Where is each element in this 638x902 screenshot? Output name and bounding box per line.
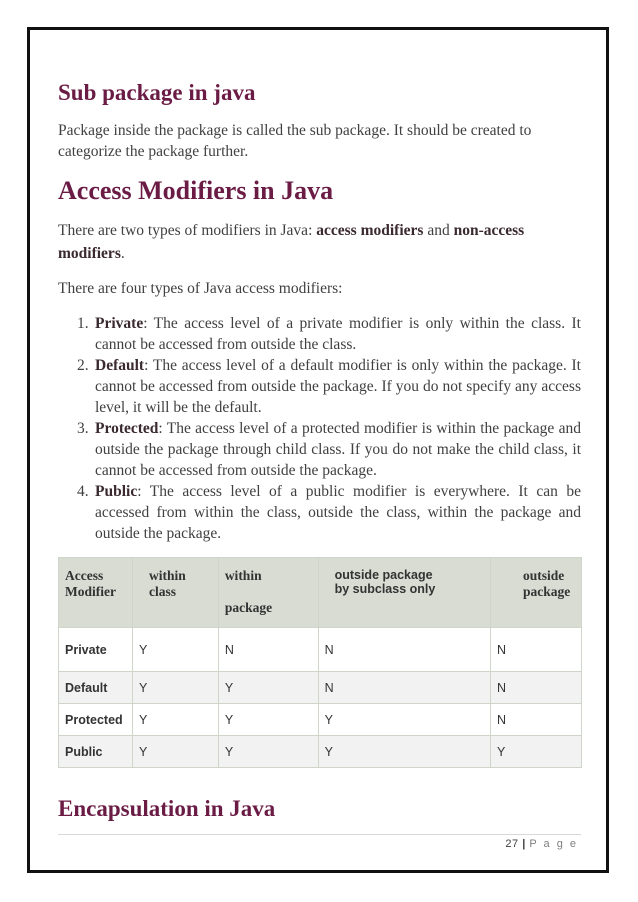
table-cell: Y <box>132 672 218 704</box>
intro-mid: and <box>423 222 454 239</box>
table-cell: Y <box>132 628 218 672</box>
row-label: Protected <box>59 704 133 736</box>
page-label: P a g e <box>529 838 578 850</box>
list-item <box>58 355 581 418</box>
heading-encapsulation: Encapsulation in Java <box>58 796 276 821</box>
table-cell: N <box>491 628 582 672</box>
table-row <box>59 628 582 672</box>
intro-bold-access: access modifiers <box>316 222 424 239</box>
header-outside-package-subclass: outside package by subclass only <box>318 558 490 628</box>
table-cell: Y <box>132 704 218 736</box>
table-cell: Y <box>491 736 582 768</box>
modifier-list <box>58 313 581 544</box>
table-cell: Y <box>318 704 490 736</box>
intro-bold-non-access: non-access modifiers <box>58 222 525 262</box>
heading-sub-package: Sub package in java <box>58 80 256 105</box>
list-text: : The access level of a public modifier is everywhere. It can be accessed from within the class, outside the class, within the package and outside the package. <box>95 483 581 542</box>
footer-separator: | <box>522 838 526 850</box>
row-label: Default <box>59 672 133 704</box>
row-label: Private <box>59 628 133 672</box>
list-number: 1. <box>77 315 89 332</box>
table-cell: Y <box>218 704 318 736</box>
access-modifiers-intro <box>58 219 581 265</box>
list-item <box>58 313 581 355</box>
list-number: 3. <box>77 420 89 437</box>
table-row <box>59 736 582 768</box>
header-within-class: within class <box>132 558 218 628</box>
table-cell: N <box>491 672 582 704</box>
table-cell: Y <box>318 736 490 768</box>
table-header-row <box>59 558 582 628</box>
list-text: : The access level of a protected modifier is within the package and outside the package through child class. If you do not make the child class, it cannot be accessed from outside the package. <box>95 420 581 479</box>
table-cell: Y <box>132 736 218 768</box>
table-cell: N <box>491 704 582 736</box>
list-term: Default <box>95 357 145 374</box>
table-cell: Y <box>218 736 318 768</box>
row-label: Public <box>59 736 133 768</box>
list-item <box>58 481 581 544</box>
table-cell: N <box>318 672 490 704</box>
list-term: Private <box>95 315 144 332</box>
header-outside-package: outside package <box>491 558 582 628</box>
list-text: : The access level of a private modifier is only within the class. It cannot be accessed from outside the class. <box>95 315 581 353</box>
page-number: 27 <box>505 838 519 850</box>
table-row <box>59 672 582 704</box>
table-cell: N <box>218 628 318 672</box>
types-line: There are four types of Java access modifiers: <box>58 280 343 297</box>
list-term: Public <box>95 483 138 500</box>
page-footer <box>400 838 578 850</box>
access-modifier-table <box>58 557 582 768</box>
table-cell: N <box>318 628 490 672</box>
list-number: 4. <box>77 483 89 500</box>
list-number: 2. <box>77 357 89 374</box>
table-row <box>59 704 582 736</box>
list-item <box>58 418 581 481</box>
list-text: : The access level of a default modifier is only within the package. It cannot be accessed from outside the package. If you do not specify any access level, it will be the default. <box>95 357 581 416</box>
intro-suffix: . <box>120 245 125 262</box>
intro-prefix: There are two types of modifiers in Java: <box>58 222 317 239</box>
heading-access-modifiers: Access Modifiers in Java <box>58 176 334 205</box>
list-term: Protected <box>95 420 159 437</box>
table-cell: Y <box>218 672 318 704</box>
footer-divider <box>58 834 581 835</box>
header-within-package: within package <box>218 558 318 628</box>
header-access-modifier: Access Modifier <box>59 558 133 628</box>
sub-package-body: Package inside the package is called the sub package. It should be created to categorize the package further. <box>58 122 532 160</box>
